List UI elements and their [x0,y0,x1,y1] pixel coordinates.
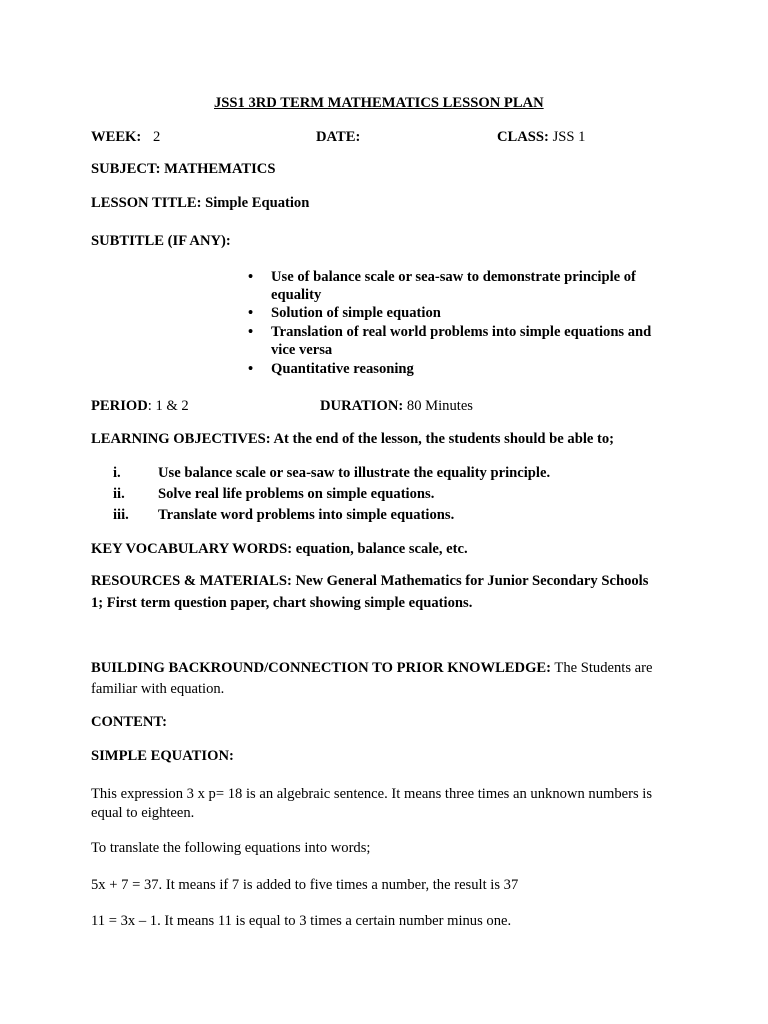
duration-value: 80 Minutes [406,398,473,414]
period-value: : 1 & 2 [147,398,189,414]
objective-text: Solve real life problems on simple equations. [158,486,435,502]
lesson-title-label: LESSON TITLE: [91,195,202,211]
week-field [91,128,160,146]
paragraph-1-line-2: equal to eighteen. [91,805,195,821]
simple-equation-heading: SIMPLE EQUATION: [91,748,234,764]
paragraph-1-line-1: This expression 3 x p= 18 is an algebraic sentence. It means three times an unknown numbers is [91,786,653,802]
week-value: 2 [152,129,161,145]
background-text: The Students are [551,660,653,676]
lesson-title-line [91,194,309,212]
objective-text: Translate word problems into simple equations. [158,507,455,523]
objective-number: i. [113,465,121,481]
background-line-1 [91,659,653,677]
bullet-text: Solution of simple equation [271,305,441,321]
resources-line-2: 1; First term question paper, chart showing simple equations. [91,595,473,611]
objective-number: ii. [113,486,125,502]
class-value: JSS 1 [552,129,586,145]
content-heading: CONTENT: [91,714,167,730]
period-label: PERIOD [91,398,148,414]
paragraph-3: 5x + 7 = 37. It means if 7 is added to five times a number, the result is 37 [91,877,519,893]
class-label: CLASS: [497,129,549,145]
bullet-text: Use of balance scale or sea-saw to demonstrate principle of equality [271,269,636,303]
vocabulary-line: KEY VOCABULARY WORDS: equation, balance scale, etc. [91,541,468,557]
background-line-2: familiar with equation. [91,681,225,697]
bullet-icon: • [248,324,254,340]
paragraph-4: 11 = 3x – 1. It means 11 is equal to 3 times a certain number minus one. [91,913,512,929]
bullet-text: Quantitative reasoning [271,361,414,377]
week-label: WEEK: [91,129,142,145]
paragraph-2: To translate the following equations into words; [91,840,371,856]
date-label: DATE: [316,129,361,145]
resources-line-1: RESOURCES & MATERIALS: New General Mathematics for Junior Secondary Schools [91,573,649,589]
bullet-icon: • [248,361,254,377]
lesson-title-value: Simple Equation [205,195,310,211]
objective-text: Use balance scale or sea-saw to illustrate the equality principle. [158,465,551,481]
subtitle-label: SUBTITLE (IF ANY): [91,233,231,249]
objectives-heading: LEARNING OBJECTIVES: At the end of the lesson, the students should be able to; [91,431,615,447]
class-field [497,128,585,146]
duration-label: DURATION: [320,398,404,414]
bullet-icon: • [248,305,254,321]
bullet-text: Translation of real world problems into simple equations and vice versa [271,324,652,358]
duration-field [320,397,473,415]
document-title: JSS1 3RD TERM MATHEMATICS LESSON PLAN [214,95,544,111]
bullet-icon: • [248,269,254,285]
period-field [91,397,189,415]
objective-number: iii. [113,507,129,523]
background-label: BUILDING BACKROUND/CONNECTION TO PRIOR KNOWLEDGE: [91,660,552,676]
subject-line: SUBJECT: MATHEMATICS [91,161,276,177]
